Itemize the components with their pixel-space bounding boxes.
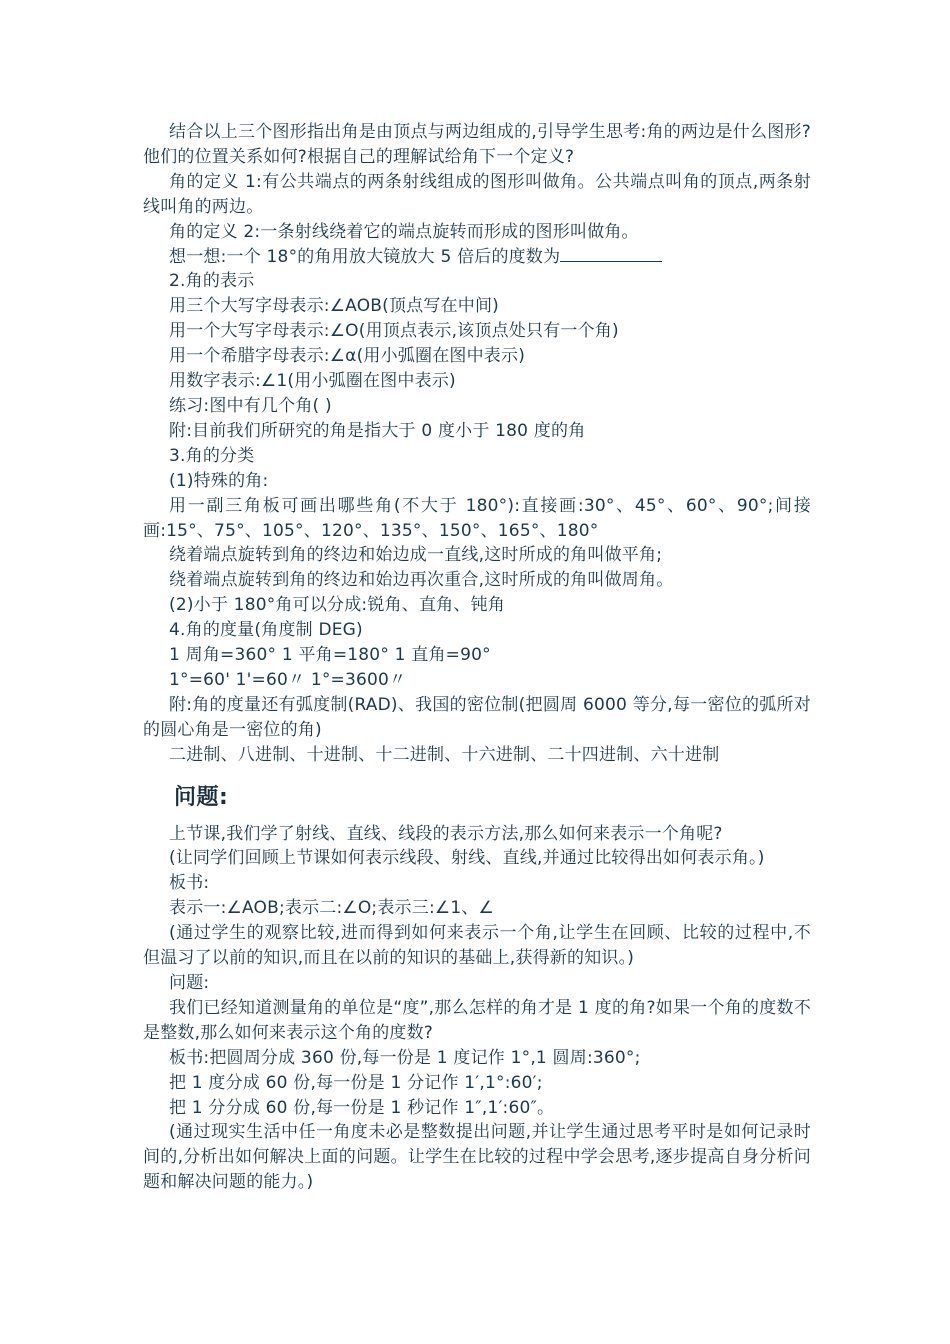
questions-heading: 问题: [174, 784, 229, 810]
paragraph: 结合以上三个图形指出角是由顶点与两边组成的,引导学生思考:角的两边是什么图形?他们的位置关系如何?根据自己的理解试给角下一个定义? [143, 122, 811, 167]
paragraph: 附:目前我们所研究的角是指大于 0 度小于 180 度的角 [169, 420, 586, 441]
paragraph: (2)小于 180°角可以分成:锐角、直角、钝角 [169, 595, 505, 616]
paragraph: 板书: [169, 873, 210, 894]
think-question [143, 245, 811, 270]
paragraph: 1°=60' 1'=60〃 1°=3600〃 [169, 669, 407, 690]
paragraph: (让同学们回顾上节课如何表示线段、射线、直线,并通过比较得出如何表示角。) [169, 848, 765, 869]
section-heading-measurement: 4.角的度量(角度制 DEG) [169, 620, 363, 641]
think-question-text: 想一想:一个 18°的角用放大镜放大 5 倍后的度数为 [169, 246, 561, 267]
section-heading-representation: 2.角的表示 [169, 271, 255, 292]
paragraph: 附:角的度量还有弧度制(RAD)、我国的密位制(把圆周 6000 等分,每一密位的弧所对的圆心角是一密位的角) [143, 694, 811, 740]
paragraph: 板书:把圆周分成 360 份,每一份是 1 度记作 1°,1 圆周:360°; [169, 1047, 641, 1068]
paragraph: 用一个希腊字母表示:∠α(用小弧圈在图中表示) [169, 346, 526, 367]
paragraph: 用三个大写字母表示:∠AOB(顶点写在中间) [169, 296, 500, 317]
section-heading-classification: 3.角的分类 [169, 445, 255, 466]
paragraph: 问题: [169, 973, 210, 993]
paragraph: 我们已经知道测量角的单位是“度”,那么怎样的角才是 1 度的角?如果一个角的度数不是整数,那么如何来表示这个角的度数? [143, 997, 811, 1043]
paragraph: (1)特殊的角: [169, 470, 269, 491]
paragraph: 练习:图中有几个角( ) [169, 395, 332, 416]
paragraph: 角的定义 1:有公共端点的两条射线组成的图形叫做角。公共端点叫角的顶点,两条射线叫角的两边。 [143, 171, 811, 217]
paragraph: 绕着端点旋转到角的终边和始边成一直线,这时所成的角叫做平角; [169, 545, 663, 566]
paragraph: 把 1 分分成 60 份,每一份是 1 秒记作 1″,1′:60″。 [169, 1097, 555, 1118]
paragraph: 表示一:∠AOB;表示二:∠O;表示三:∠1、∠ [169, 898, 494, 919]
paragraph: 绕着端点旋转到角的终边和始边再次重合,这时所成的角叫做周角。 [169, 570, 674, 591]
document-body [143, 120, 811, 1195]
paragraph: 用一副三角板可画出哪些角(不大于 180°):直接画:30°、45°、60°、90°;间接画:15°、75°、105°、120°、135°、150°、165°、180° [143, 495, 811, 541]
paragraph: 角的定义 2:一条射线绕着它的端点旋转而形成的图形叫做角。 [169, 221, 639, 242]
paragraph: (通过现实生活中任一角度未必是整数提出问题,并让学生通过思考平时是如何记录时间的,分析出如何解决上面的问题。让学生在比较的过程中学会思考,逐步提高自身分析问题和解决问题的能力。) [143, 1122, 811, 1193]
paragraph: 1 周角=360° 1 平角=180° 1 直角=90° [169, 645, 491, 666]
paragraph: 用一个大写字母表示:∠O(用顶点表示,该顶点处只有一个角) [169, 321, 619, 342]
paragraph: 用数字表示:∠1(用小弧圈在图中表示) [169, 371, 456, 392]
paragraph: 上节课,我们学了射线、直线、线段的表示方法,那么如何来表示一个角呢? [169, 823, 723, 844]
paragraph: (通过学生的观察比较,进而得到如何来表示一个角,让学生在回顾、比较的过程中,不但温习了以前的知识,而且在以前的知识的基础上,获得新的知识。) [143, 923, 811, 969]
paragraph: 二进制、八进制、十进制、十二进制、十六进制、二十四进制、六十进制 [169, 744, 720, 765]
paragraph: 把 1 度分成 60 份,每一份是 1 分记作 1′,1°:60′; [169, 1072, 543, 1093]
answer-blank [560, 245, 662, 262]
